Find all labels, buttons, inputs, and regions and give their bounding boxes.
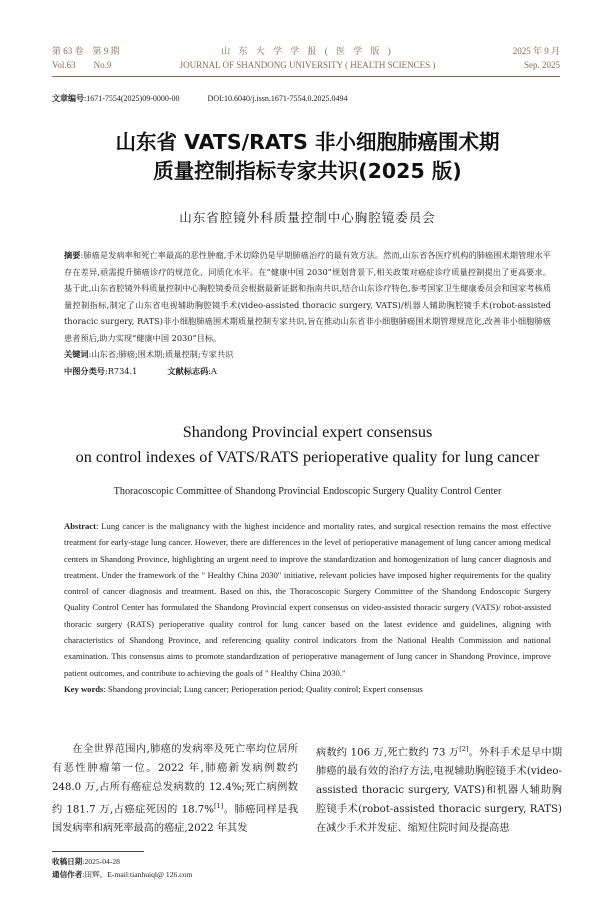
article-meta: [52, 93, 348, 104]
article-title-en: [30, 420, 585, 470]
article-no: :1671-7554(2025)09-0000-00: [84, 94, 180, 103]
body-paragraph-cont: [316, 740, 562, 838]
abstract-cn-text: :肺癌是发病率和死亡率最高的恶性肿瘤,手术切除仍是早期肺癌治疗的最有效方法。然而,山东省各医疗机构的肺癌围术期管理水平存在差异,亟需提升肺癌诊疗的规范化、同质化水平。在“健康中国 2030”规划背景下,相关政策对癌症诊疗质量控制提出了更高要求。基于此,山东省腔镜外科质量控制中心胸腔镜委员会根据最新证据和指南共识,结合山东诊疗特色,参考国家卫生健康委员会和国家考核质量控制指标,制定了山东省电视辅助胸腔镜手术(video-assisted thoracic surgery, VATS)/机器人辅助胸腔镜手术(robot-assisted thoracic surgery, RATS)非小细胞肺癌围术期质量控制专家共识,旨在推动山东省非小细胞肺癌围术期管理规范化,改善非小细胞肺癌患者预后,助力实现“健康中国 2030”目标。: [64, 250, 551, 343]
received-label: 收稿日期: [52, 857, 83, 866]
author-cn: 山东省腔镜外科质量控制中心胸腔镜委员会: [179, 210, 436, 225]
keywords-en: [64, 681, 551, 697]
issue-date-cn: 2025 年 9 月: [512, 46, 560, 56]
journal-name: [150, 44, 465, 72]
keywords-en-label: Key words: [64, 683, 104, 694]
keywords-en-text: : Shandong provincial; Lung cancer; Perioperation period; Quality control; Expert consensus: [103, 683, 423, 694]
title-en-line1: Shandong Provincial expert consensus: [182, 423, 433, 441]
corresponding-author: [52, 868, 192, 881]
body-column-left: [52, 740, 298, 838]
issue-date: [440, 44, 560, 72]
corresponding-label: 通信作者: [52, 870, 83, 879]
citation-ref-2[interactable]: [2]: [459, 745, 469, 753]
abstract-en-label: Abstract: [64, 521, 96, 531]
body-left-tail: 。肺癌同样是我国发病率和病死率最高的癌症,2022 年其发: [52, 804, 299, 835]
citation-ref-1[interactable]: [1]: [213, 802, 224, 810]
body-right-text: 。外科手术是早中期肺癌的最有效的治疗方法,电视辅助胸腔镜手术(video-assisted thoracic surgery, VATS)和机器人辅助胸腔镜手术(robot-assisted thoracic surgery, RATS)在减少手术并发症、缩短住院时间及提高患: [316, 747, 563, 835]
document-code-label: 文献标志码: [167, 365, 209, 376]
keywords-cn-text: :山东省;肺癌;围术期;质量控制;专家共识: [88, 349, 234, 359]
journal-name-en: JOURNAL OF SHANDONG UNIVERSITY ( HEALTH SCIENCES ): [179, 60, 436, 70]
issue-cn: 第 63 卷 第 9 期: [52, 46, 120, 56]
abstract-cn-body: [64, 247, 551, 346]
abstract-cn: [64, 247, 551, 379]
received-date: [52, 855, 192, 868]
body-paragraph: [52, 740, 298, 838]
journal-name-cn: 山 东 大 学 学 报 ( 医 学 版 ): [221, 46, 394, 56]
classification-cn: [64, 363, 551, 380]
footnote-divider: [52, 851, 144, 852]
body-text: [52, 740, 563, 840]
classification-code: :R734.1: [104, 365, 138, 376]
classification-label: 中图分类号: [64, 365, 105, 376]
header-divider: [52, 76, 560, 77]
abstract-cn-label: 摘要: [64, 250, 81, 260]
received-value: :2025-04-28: [82, 857, 120, 866]
title-cn-line2: 质量控制指标专家共识(2025 版): [153, 159, 462, 183]
title-en-line2: on control indexes of VATS/RATS perioperative quality for lung cancer: [75, 448, 540, 466]
corresponding-value: :田辉。E-mail:tianhuiql@ 126.com: [82, 870, 193, 879]
abstract-en-body: [64, 518, 551, 681]
body-column-right: [316, 740, 562, 838]
document-code: :A: [208, 365, 217, 376]
issue-en: Vol.63 No.9: [52, 60, 112, 70]
footnote: [52, 855, 192, 881]
keywords-cn-label: 关键词: [64, 349, 89, 359]
body-right-head: 病数约 106 万,死亡数约 73 万: [316, 747, 460, 759]
keywords-cn: [64, 346, 551, 363]
issue-date-en: Sep. 2025: [524, 60, 560, 70]
author-en: Thoracoscopic Committee of Shandong Provincial Endoscopic Surgery Quality Control Center: [113, 486, 502, 497]
article-no-label: 文章编号: [52, 94, 84, 103]
title-cn-line1: 山东省 VATS/RATS 非小细胞肺癌围术期: [115, 130, 500, 154]
abstract-en-text: : Lung cancer is the malignancy with the highest incidence and mortality rates, and surgical resection remains the most effective treatment for early-stage lung cancer. However, there are differences in the level of perioperative management of lung cancer among medical centers in Shandong Province, highlighting an urgent need to improve the standardization and homogenization of lung cancer diagnosis and treatment. Under the framework of the " Healthy China 2030" initiative, relevant policies have imposed higher requirements for the quality control of cancer diagnosis and treatment. Based on this, the Thoracoscopic Surgery Committee of the Shandong Endoscopic Surgery Quality Control Center has formulated the Shandong Provincial expert consensus on video-assisted thoracic surgery (VATS)/ robot-assisted thoracic surgery (RATS) perioperative quality control for lung cancer based on the latest evidence and guidelines, aligning with characteristics of Shandong Province, and referencing quality control indicators from the National Health Commission and national examination. This consensus aims to promote standardization of perioperative management of lung cancer in Shandong Province, improve patient outcomes, and contribute to achieving the goals of " Healthy China 2030.": [64, 521, 551, 678]
body-left-text: 在全世界范围内,肺癌的发病率及死亡率均位居所有恶性肿瘤第一位。2022 年,肺癌新发病例数约 248.0 万,占所有癌症总发病数的 12.4%;死亡病例数约 181.7 万,占癌症死因的 18.7%: [52, 744, 298, 816]
doi-link[interactable]: DOI:10.6040/j.issn.1671-7554.0.2025.0494: [207, 94, 348, 103]
abstract-en: [64, 518, 551, 697]
article-title-cn: [40, 128, 575, 186]
journal-header: [0, 40, 615, 80]
